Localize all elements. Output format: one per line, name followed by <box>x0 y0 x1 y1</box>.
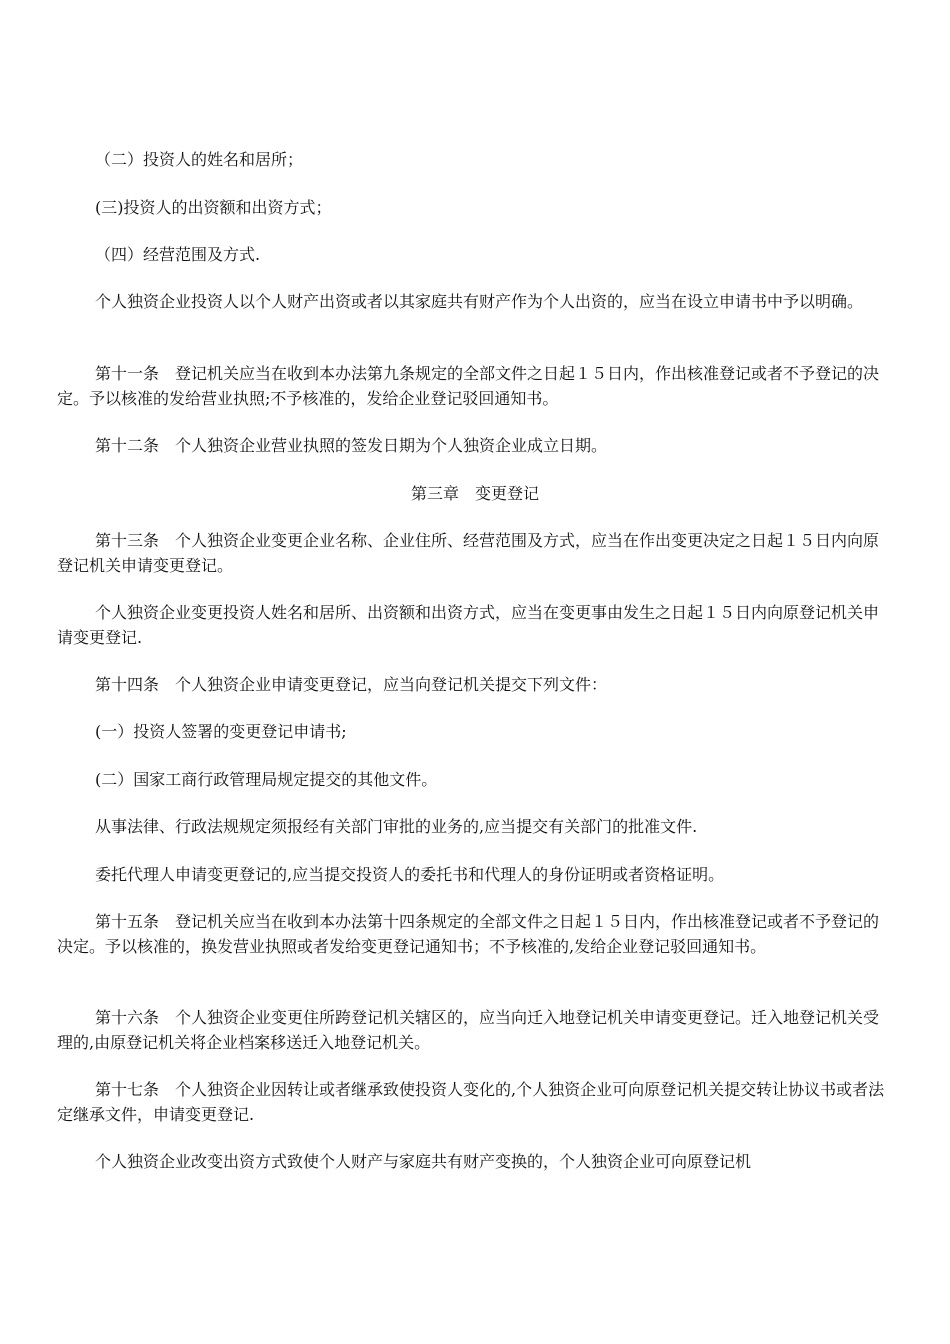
list-item-1: (一）投资人签署的变更登记申请书; <box>95 722 347 741</box>
article-11: 第十一条 登记机关应当在收到本办法第九条规定的全部文件之日起１５日内，作出核准登记或者不予登记的决定。予以核准的发给营业执照;不予核准的，发给企业登记驳回通知书。 <box>57 364 880 408</box>
article-17: 第十七条 个人独资企业因转让或者继承致使投资人变化的,个人独资企业可向原登记机关提交转让协议书或者法定继承文件，申请变更登记. <box>57 1080 885 1124</box>
chapter-heading: 第三章 变更登记 <box>410 484 539 503</box>
article-14: 第十四条 个人独资企业申请变更登记，应当向登记机关提交下列文件： <box>95 675 608 694</box>
article-16: 第十六条 个人独资企业变更住所跨登记机关辖区的，应当向迁入地登记机关申请变更登记。迁入地登记机关受理的,由原登记机关将企业档案移送迁入地登记机关。 <box>57 1008 880 1052</box>
paragraph-contribution-change: 个人独资企业改变出资方式致使个人财产与家庭共有财产变换的，个人独资企业可向原登记机 <box>95 1152 752 1171</box>
article-13: 第十三条 个人独资企业变更企业名称、企业住所、经营范围及方式，应当在作出变更决定之日起１５日内向原登记机关申请变更登记。 <box>57 531 880 575</box>
paragraph-agent: 委托代理人申请变更登记的,应当提交投资人的委托书和代理人的身份证明或者资格证明。 <box>95 865 725 884</box>
list-item-2: （二）投资人的姓名和居所； <box>95 150 304 169</box>
article-15: 第十五条 登记机关应当在收到本办法第十四条规定的全部文件之日起１５日内，作出核准登记或者不予登记的决定。予以核准的，换发营业执照或者发给变更登记通知书；不予核准的,发给企业登记驳回通知书。 <box>57 912 880 956</box>
paragraph-approval-documents: 从事法律、行政法规规定须报经有关部门审批的业务的,应当提交有关部门的批准文件. <box>95 817 698 836</box>
list-item-3: (三)投资人的出资额和出资方式； <box>95 198 332 217</box>
paragraph-change-investor: 个人独资企业变更投资人姓名和居所、出资额和出资方式，应当在变更事由发生之日起１５日内向原登记机关申请变更登记. <box>57 603 880 647</box>
list-item-2b: (二）国家工商行政管理局规定提交的其他文件。 <box>95 770 438 789</box>
article-12: 第十二条 个人独资企业营业执照的签发日期为个人独资企业成立日期。 <box>95 436 608 455</box>
list-item-4: （四）经营范围及方式. <box>95 245 261 264</box>
paragraph-personal-property: 个人独资企业投资人以个人财产出资或者以其家庭共有财产作为个人出资的，应当在设立申请书中予以明确。 <box>95 292 864 311</box>
